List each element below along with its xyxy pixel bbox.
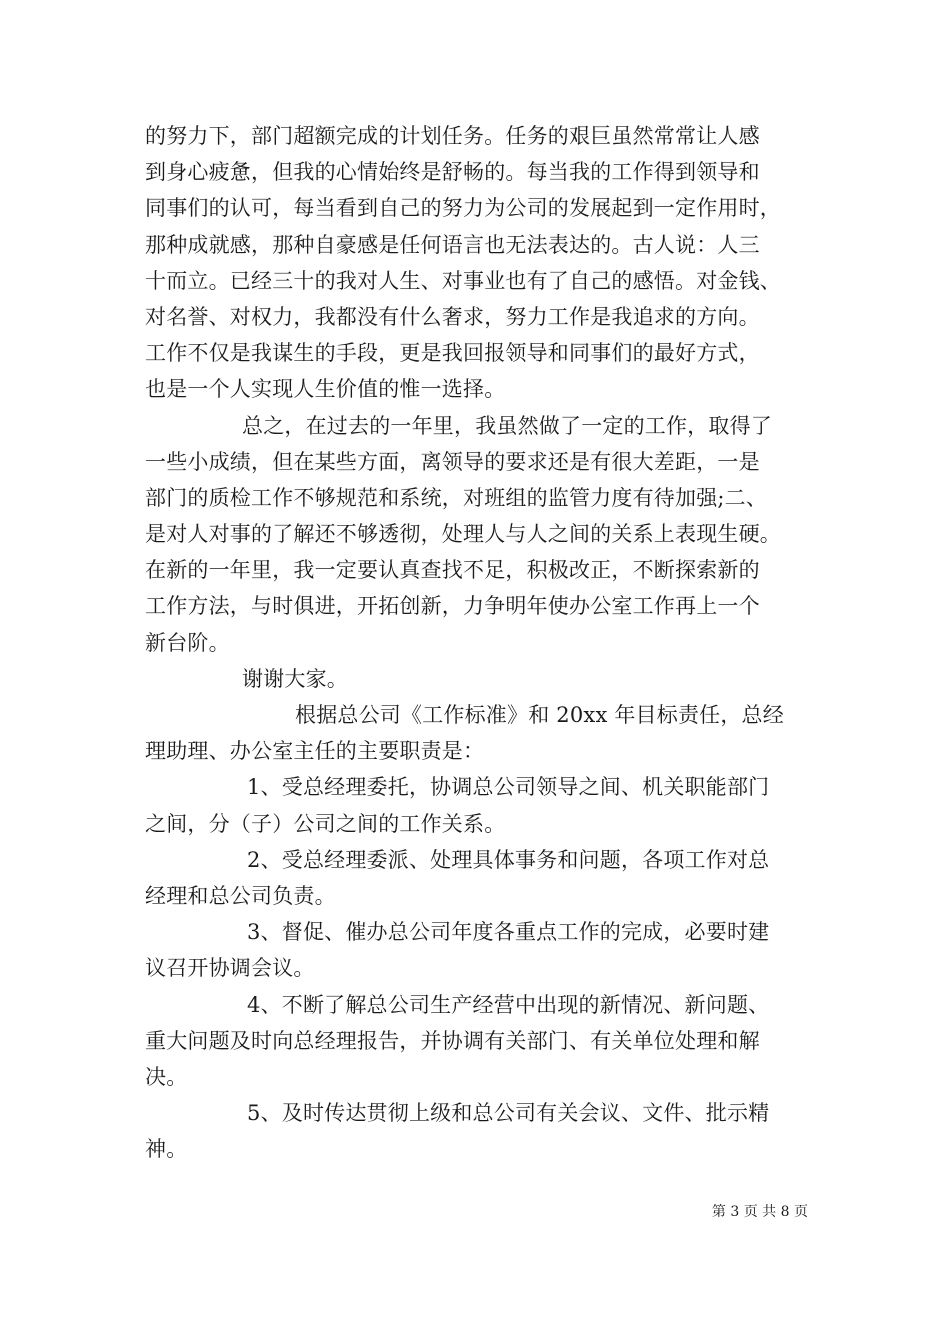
text-line: 议召开协调会议。 (145, 956, 315, 981)
text-line: 经理和总公司负责。 (145, 883, 336, 908)
text-line: 对名誉、对权力，我都没有什么奢求，努力工作是我追求的方向。 (145, 304, 760, 329)
text-line: 同事们的认可，每当看到自己的努力为公司的发展起到一定作用时， (145, 196, 781, 221)
text-line: 新台阶。 (145, 630, 230, 655)
text-line: 一些小成绩，但在某些方面，离领导的要求还是有很大差距，一是 (145, 449, 760, 474)
text-line: 神。 (145, 1137, 188, 1162)
paragraph-start-line: 总之，在过去的一年里，我虽然做了一定的工作，取得了 (242, 413, 772, 438)
text-line: 重大问题及时向总经理报告，并协调有关部门、有关单位处理和解 (145, 1028, 760, 1053)
list-item-line: 3、督促、催办总公司年度各重点工作的完成，必要时建 (247, 920, 770, 945)
list-item-line: 5、及时传达贯彻上级和总公司有关会议、文件、批示精 (247, 1101, 770, 1126)
document-body (145, 118, 813, 1167)
text-line: 的努力下，部门超额完成的计划任务。任务的艰巨虽然常常让人感 (145, 124, 760, 148)
page-number: 第 3 页 共 8 页 (711, 1204, 808, 1220)
list-item-line: 1、受总经理委托，协调总公司领导之间、机关职能部门 (247, 775, 770, 800)
text-line: 在新的一年里，我一定要认真查找不足，积极改正，不断探索新的 (145, 558, 760, 583)
list-item-line: 2、受总经理委派、处理具体事务和问题，各项工作对总 (247, 847, 770, 872)
thanks-line: 谢谢大家。 (242, 666, 348, 691)
text-line: 工作方法，与时俱进，开拓创新，力争明年使办公室工作再上一个 (145, 594, 760, 619)
text-line: 十而立。已经三十的我对人生、对事业也有了自己的感悟。对金钱、 (145, 268, 781, 293)
text-line: 之间，分（子）公司之间的工作关系。 (145, 811, 506, 836)
text-line: 那种成就感，那种自豪感是任何语言也无法表达的。古人说：人三 (145, 232, 760, 257)
text-line: 也是一个人实现人生价值的惟一选择。 (145, 377, 506, 402)
text-line: 决。 (145, 1064, 188, 1089)
paragraph-start-line: 根据总公司《工作标准》和 20xx 年目标责任，总经 (295, 703, 784, 727)
text-line: 理助理、办公室主任的主要职责是： (145, 739, 485, 764)
text-line: 是对人对事的了解还不够透彻，处理人与人之间的关系上表现生硬。 (145, 522, 781, 547)
text-line: 工作不仅是我谋生的手段，更是我回报领导和同事们的最好方式， (145, 341, 760, 366)
list-item-line: 4、不断了解总公司生产经营中出现的新情况、新问题、 (247, 992, 770, 1017)
text-line: 部门的质检工作不够规范和系统，对班组的监管力度有待加强;二、 (145, 485, 768, 510)
text-line: 到身心疲惫，但我的心情始终是舒畅的。每当我的工作得到领导和 (145, 160, 760, 185)
